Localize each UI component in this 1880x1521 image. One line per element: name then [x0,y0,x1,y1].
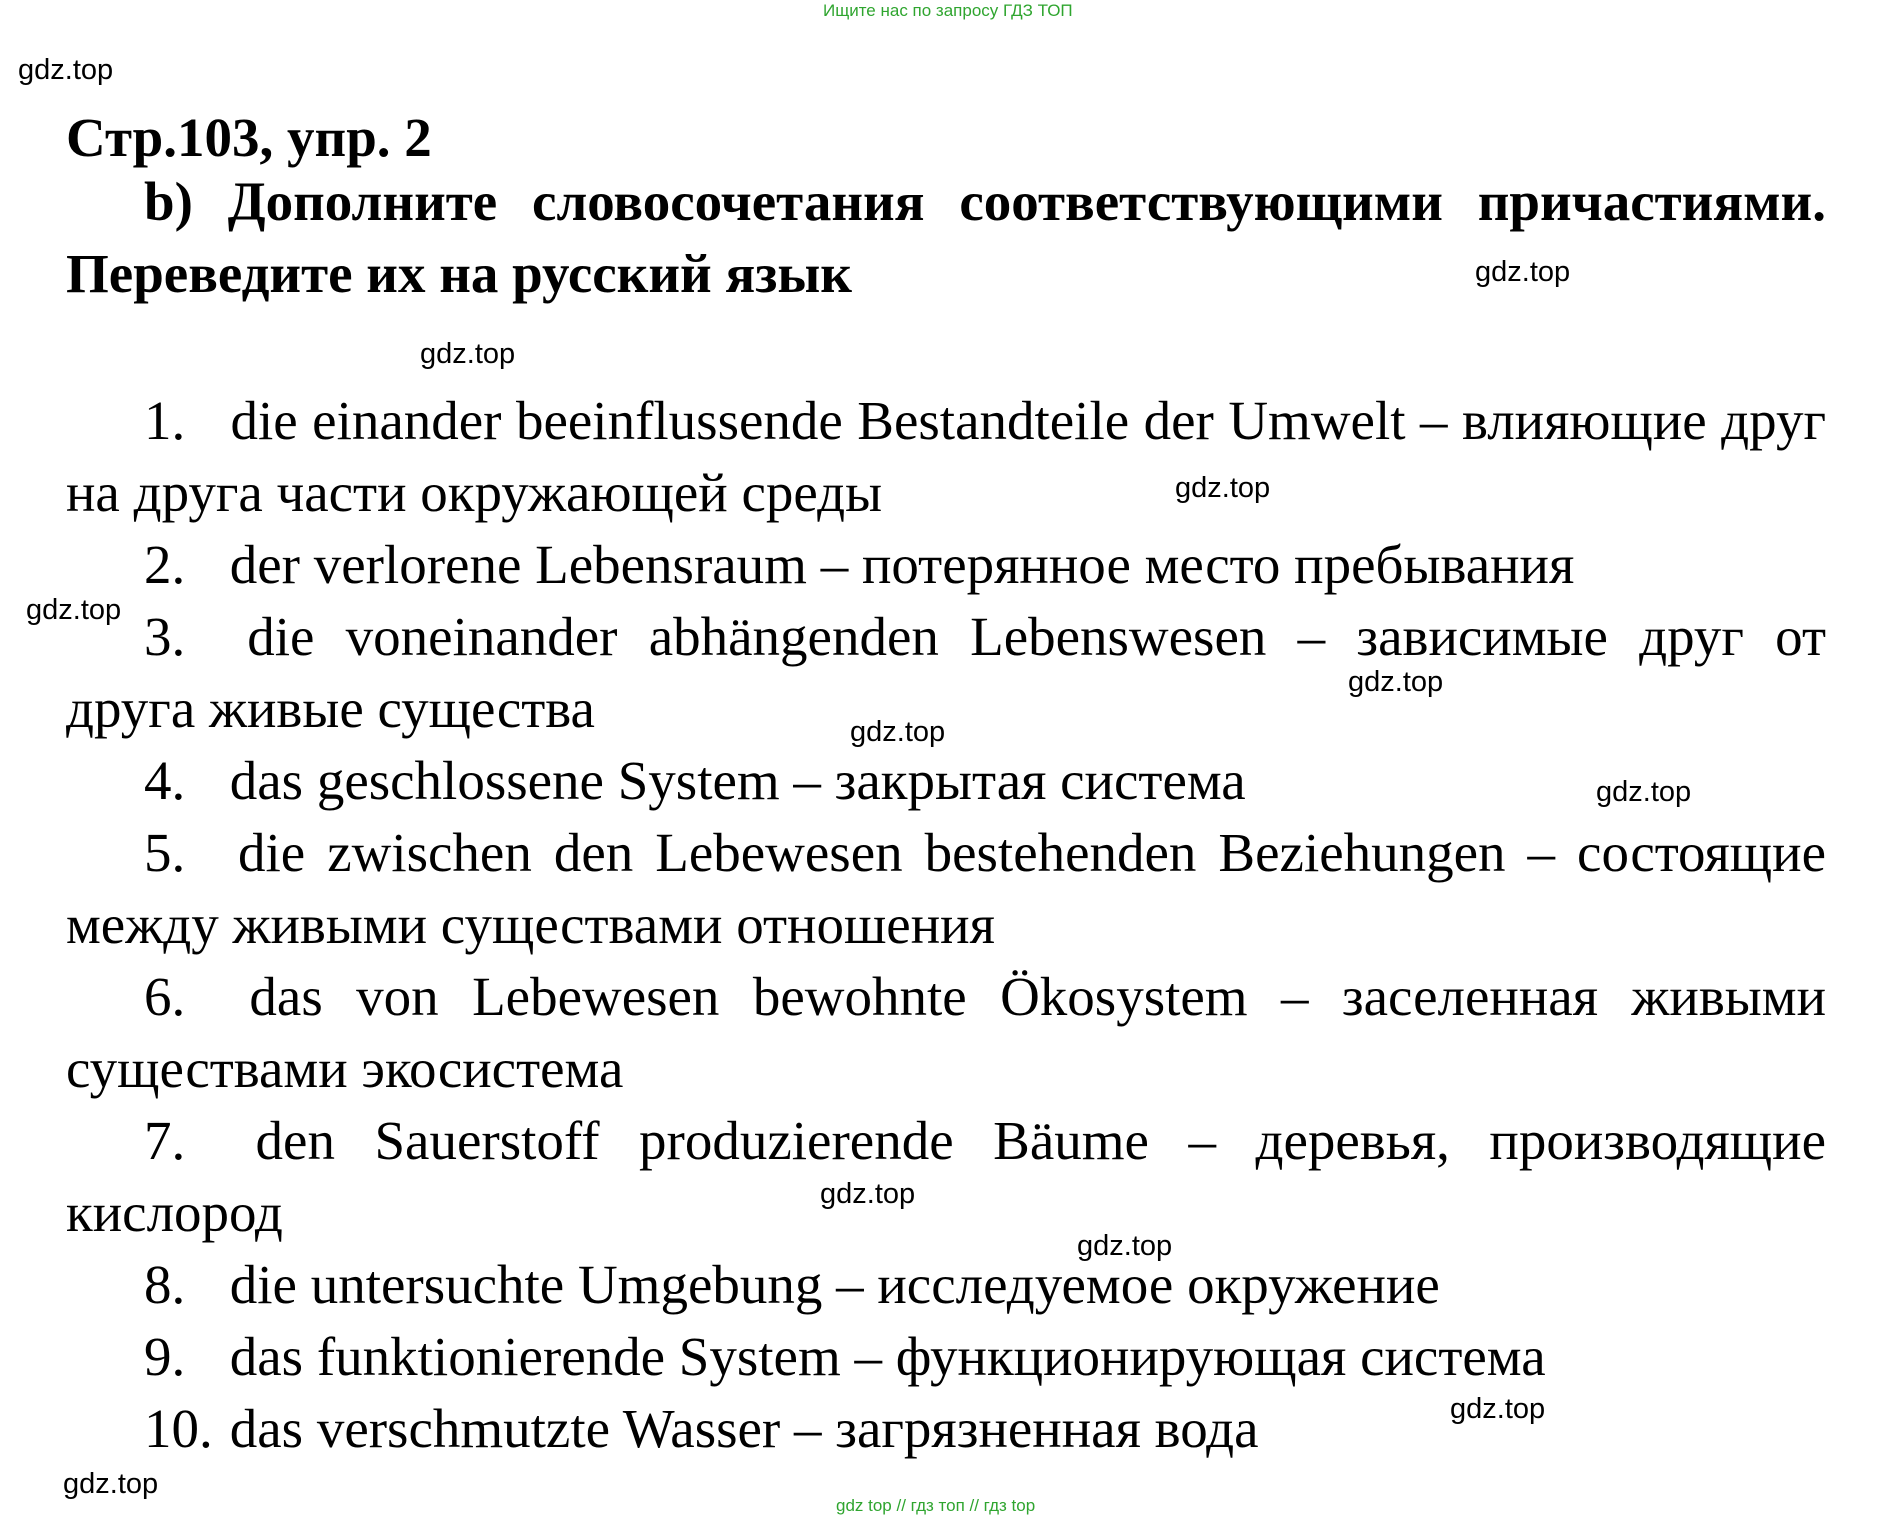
list-item [66,1249,1826,1321]
watermark: gdz.top [1175,472,1271,504]
list-item [66,601,1826,748]
footer-note: gdz top // гдз топ // гдз top [836,1496,1036,1515]
exercise-list [66,385,1826,1465]
list-item [66,1393,1826,1465]
list-item [66,817,1826,961]
header-note: Ищите нас по запросу ГДЗ ТОП [823,1,1073,20]
item-text: das verschmutzte Wasser – загрязненная вода [229,1398,1259,1459]
item-number: 8. [144,1254,186,1315]
item-text: das funktionierende System – функционирующая система [229,1326,1546,1387]
list-item [66,1321,1826,1393]
watermark: gdz.top [26,594,122,626]
watermark: gdz.top [1450,1393,1546,1425]
item-number: 4. [144,750,186,811]
item-text: den Sauerstoff produzierende Bäume – деревья, производящие кислород [66,1110,1826,1243]
watermark: gdz.top [18,54,114,86]
item-number: 2. [144,534,186,595]
list-item [66,745,1826,817]
watermark: gdz.top [420,338,516,370]
list-item [66,529,1826,601]
list-item [66,961,1826,1105]
item-text: das von Lebewesen bewohnte Ökosystem – заселенная живыми существами экосистема [66,966,1826,1099]
item-number: 3. [144,606,186,667]
item-text: das geschlossene System – закрытая система [229,750,1246,811]
watermark: gdz.top [820,1178,916,1210]
watermark: gdz.top [63,1468,159,1500]
list-item [66,385,1826,529]
item-number: 10. [144,1398,213,1459]
page-title: Стр.103, упр. 2 [66,107,432,168]
item-number: 1. [144,390,186,451]
item-text: die untersuchte Umgebung – исследуемое окружение [229,1254,1440,1315]
item-text: die zwischen den Lebewesen bestehenden Beziehungen – состоящие между живыми существами отношения [66,822,1826,955]
list-item [66,1105,1826,1249]
item-text: der verlorene Lebensraum – потерянное место пребывания [229,534,1575,595]
item-number: 6. [144,966,186,1027]
item-number: 7. [144,1110,186,1171]
watermark: gdz.top [1596,776,1692,808]
watermark: gdz.top [1475,256,1571,288]
item-text: die einander beeinflussende Bestandteile der Umwelt – влияющие друг на друга части окружающей среды [66,390,1827,523]
item-number: 9. [144,1326,186,1387]
task-text: b) Дополните словосочетания соответствующими причастиями. Переведите их на русский язык [66,171,1826,304]
watermark: gdz.top [850,716,946,748]
watermark: gdz.top [1348,666,1444,698]
item-text: die voneinander abhängenden Lebenswesen – зависимые друг от друга живые существа [66,606,1826,739]
item-number: 5. [144,822,186,883]
watermark: gdz.top [1077,1230,1173,1262]
